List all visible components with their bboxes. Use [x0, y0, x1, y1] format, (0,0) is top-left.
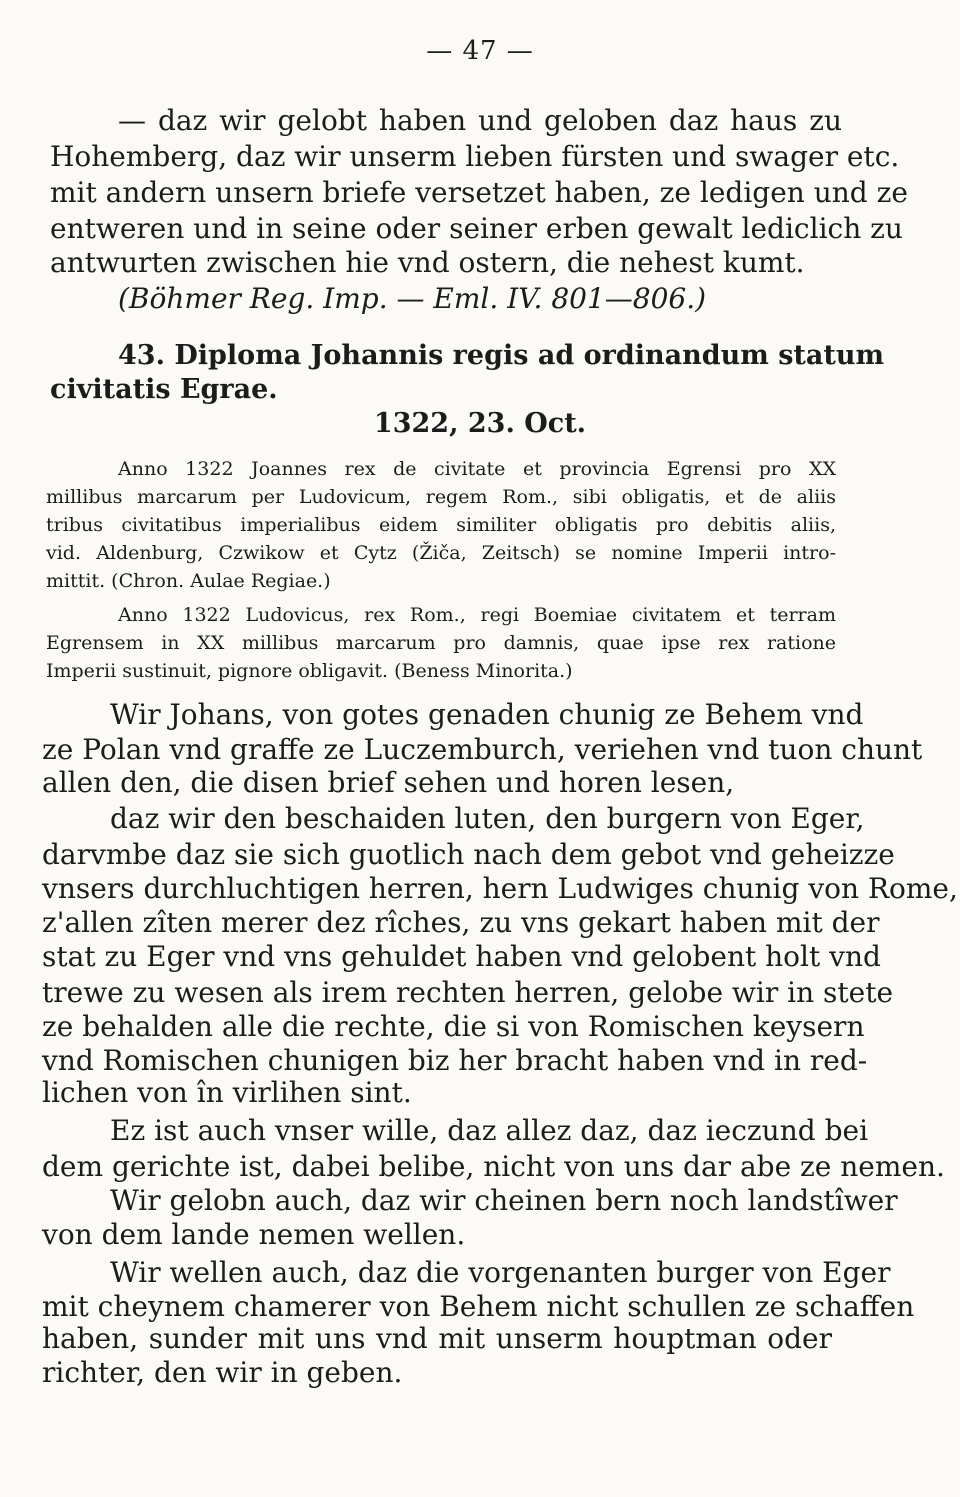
intro-line: entweren und in seine oder seiner erben gewalt lediclich zu	[50, 212, 903, 245]
note-line: Imperii sustinuit, pignore obligavit. (Beness Minorita.)	[46, 660, 573, 682]
note-line: millibus marcarum per Ludovicum, regem Rom., sibi obligatis, et de aliis	[46, 486, 836, 508]
body-line: Wir gelobn auch, daz wir cheinen bern noch landstîwer	[110, 1184, 898, 1217]
body-line: allen den, die disen brief sehen und horen lesen,	[42, 766, 735, 799]
body-line: Ez ist auch vnser wille, daz allez daz, daz ieczund bei	[110, 1114, 869, 1147]
body-line: lichen von în virlihen sint.	[42, 1076, 412, 1109]
page-number: — 47 —	[426, 36, 534, 66]
body-line: vnd Romischen chunigen biz her bracht haben vnd in red-	[42, 1044, 868, 1077]
intro-citation: (Böhmer Reg. Imp. — Eml. IV. 801—806.)	[118, 282, 707, 315]
body-line: Wir wellen auch, daz die vorgenanten burger von Eger	[110, 1256, 891, 1289]
body-line: Wir Johans, von gotes genaden chunig ze Behem vnd	[110, 698, 864, 731]
body-line: haben, sunder mit uns vnd mit unserm houptman oder	[42, 1322, 832, 1355]
document-date: 1322, 23. Oct.	[373, 408, 587, 439]
intro-line: antwurten zwischen hie vnd ostern, die nehest kumt.	[50, 246, 805, 279]
body-line: stat zu Eger vnd vns gehuldet haben vnd gelobent holt vnd	[42, 940, 881, 973]
body-line: mit cheynem chamerer von Behem nicht schullen ze schaffen	[42, 1290, 915, 1323]
body-line: darvmbe daz sie sich guotlich nach dem gebot vnd geheizze	[42, 838, 895, 871]
body-line: ze Polan vnd graffe ze Luczemburch, veriehen vnd tuon chunt	[42, 733, 923, 766]
body-line: richter, den wir in geben.	[42, 1356, 403, 1389]
body-line: von dem lande nemen wellen.	[42, 1218, 466, 1251]
intro-line: — daz wir gelobt haben und geloben daz haus zu	[118, 104, 842, 137]
note-line: tribus civitatibus imperialibus eidem similiter obligatis pro debitis aliis,	[46, 514, 836, 536]
body-line: vnsers durchluchtigen herren, hern Ludwiges chunig von Rome,	[42, 872, 958, 905]
note-line: vid. Aldenburg, Czwikow et Cytz (Žiča, Zeitsch) se nomine Imperii intro-	[46, 542, 836, 564]
heading-line: civitatis Egrae.	[50, 374, 278, 405]
note-line: Anno 1322 Joannes rex de civitate et provincia Egrensi pro XX	[118, 458, 836, 480]
intro-line: mit andern unsern briefe versetzet haben, ze ledigen und ze	[50, 176, 908, 209]
note-line: Egrensem in XX millibus marcarum pro damnis, quae ipse rex ratione	[46, 632, 836, 654]
body-line: z'allen zîten merer dez rîches, zu vns gekart haben mit der	[42, 906, 880, 939]
body-line: ze behalden alle die rechte, die si von Romischen keysern	[42, 1010, 865, 1043]
intro-line: Hohemberg, daz wir unserm lieben fürsten und swager etc.	[50, 140, 900, 173]
body-line: dem gerichte ist, dabei belibe, nicht von uns dar abe ze nemen.	[42, 1150, 945, 1183]
note-line: Anno 1322 Ludovicus, rex Rom., regi Boemiae civitatem et terram	[118, 604, 836, 626]
body-line: trewe zu wesen als irem rechten herren, gelobe wir in stete	[42, 976, 894, 1009]
body-line: daz wir den beschaiden luten, den burgern von Eger,	[110, 802, 865, 835]
note-line: mittit. (Chron. Aulae Regiae.)	[46, 570, 331, 592]
heading-line: 43. Diploma Johannis regis ad ordinandum statum	[118, 340, 885, 371]
